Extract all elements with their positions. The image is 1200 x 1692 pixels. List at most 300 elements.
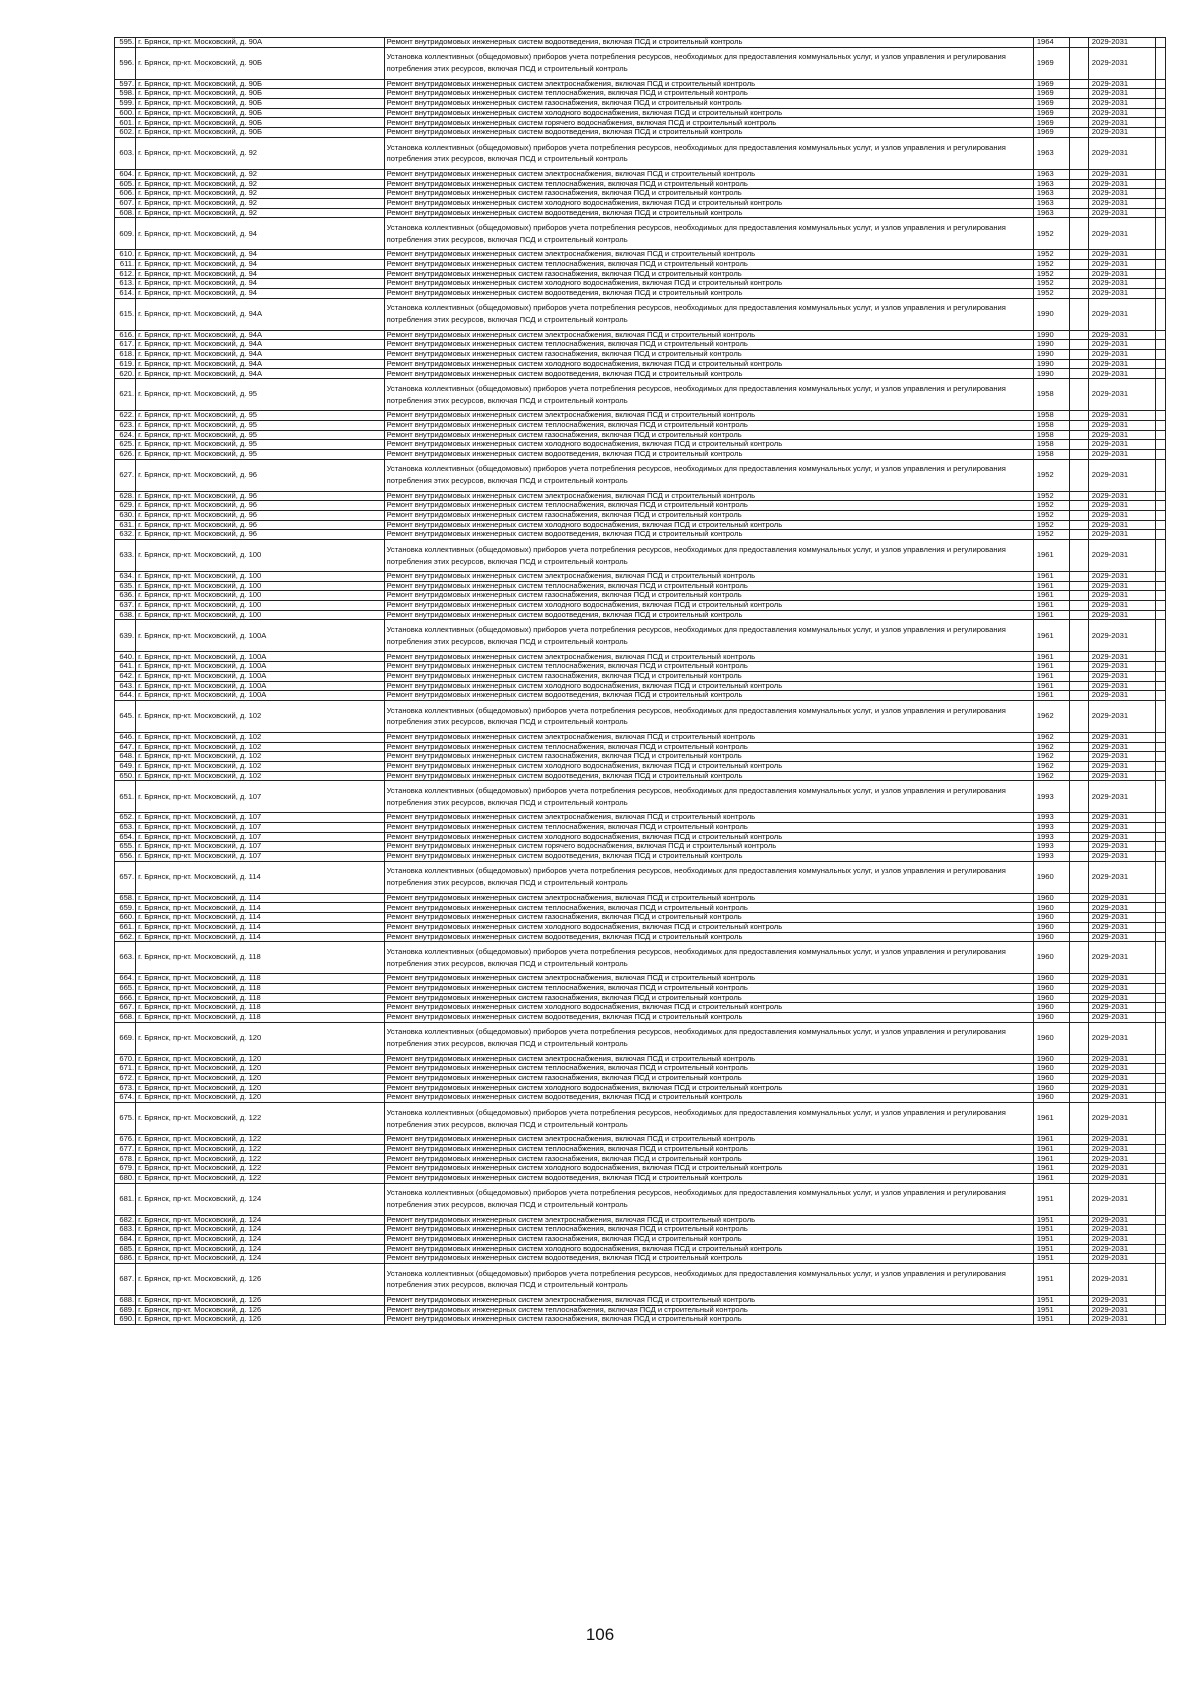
row-address: г. Брянск, пр-кт. Московский, д. 90Б	[136, 47, 384, 79]
row-year: 1952	[1033, 250, 1069, 260]
row-period: 2029-2031	[1088, 1144, 1156, 1154]
row-year: 1951	[1033, 1254, 1069, 1264]
row-edge-cell	[1156, 99, 1166, 109]
row-period: 2029-2031	[1088, 510, 1156, 520]
row-year: 1962	[1033, 742, 1069, 752]
row-number: 601.	[115, 118, 136, 128]
row-empty-cell	[1069, 298, 1088, 330]
row-year: 1960	[1033, 903, 1069, 913]
row-work-type: Установка коллективных (общедомовых) приборов учета потребления ресурсов, необходимых для предоставления коммунальных услуг, и узлов управления и регулирования потребления этих ресурсов, включая ПСД и строительный контроль	[384, 1183, 1033, 1215]
row-work-type: Установка коллективных (общедомовых) приборов учета потребления ресурсов, необходимых для предоставления коммунальных услуг, и узлов управления и регулирования потребления этих ресурсов, включая ПСД и строительный контроль	[384, 218, 1033, 250]
row-number: 679.	[115, 1164, 136, 1174]
row-work-type: Ремонт внутридомовых инженерных систем газоснабжения, включая ПСД и строительный контроль	[384, 430, 1033, 440]
row-empty-cell	[1069, 208, 1088, 218]
row-work-type: Ремонт внутридомовых инженерных систем теплоснабжения, включая ПСД и строительный контроль	[384, 179, 1033, 189]
table-row	[115, 128, 1166, 138]
row-period: 2029-2031	[1088, 330, 1156, 340]
row-work-type: Ремонт внутридомовых инженерных систем теплоснабжения, включая ПСД и строительный контроль	[384, 89, 1033, 99]
row-work-type: Ремонт внутридомовых инженерных систем холодного водоснабжения, включая ПСД и строительный контроль	[384, 1244, 1033, 1254]
row-work-type: Ремонт внутридомовых инженерных систем теплоснабжения, включая ПСД и строительный контроль	[384, 1064, 1033, 1074]
row-number: 660.	[115, 913, 136, 923]
row-work-type: Установка коллективных (общедомовых) приборов учета потребления ресурсов, необходимых для предоставления коммунальных услуг, и узлов управления и регулирования потребления этих ресурсов, включая ПСД и строительный контроль	[384, 137, 1033, 169]
row-work-type: Ремонт внутридомовых инженерных систем газоснабжения, включая ПСД и строительный контроль	[384, 752, 1033, 762]
row-period: 2029-2031	[1088, 1173, 1156, 1183]
row-work-type: Ремонт внутридомовых инженерных систем теплоснабжения, включая ПСД и строительный контроль	[384, 501, 1033, 511]
row-work-type: Ремонт внутридомовых инженерных систем холодного водоснабжения, включая ПСД и строительный контроль	[384, 1003, 1033, 1013]
table-row	[115, 169, 1166, 179]
row-year: 1951	[1033, 1315, 1069, 1325]
table-row	[115, 79, 1166, 89]
row-year: 1960	[1033, 1003, 1069, 1013]
row-address: г. Брянск, пр-кт. Московский, д. 126	[136, 1295, 384, 1305]
row-edge-cell	[1156, 1074, 1166, 1084]
row-empty-cell	[1069, 99, 1088, 109]
row-period: 2029-2031	[1088, 893, 1156, 903]
row-year: 1963	[1033, 198, 1069, 208]
row-address: г. Брянск, пр-кт. Московский, д. 118	[136, 1003, 384, 1013]
row-period: 2029-2031	[1088, 1164, 1156, 1174]
row-edge-cell	[1156, 420, 1166, 430]
row-work-type: Ремонт внутридомовых инженерных систем водоотведения, включая ПСД и строительный контроль	[384, 852, 1033, 862]
row-number: 621.	[115, 379, 136, 411]
row-address: г. Брянск, пр-кт. Московский, д. 94	[136, 259, 384, 269]
row-empty-cell	[1069, 1225, 1088, 1235]
row-period: 2029-2031	[1088, 671, 1156, 681]
row-year: 1963	[1033, 179, 1069, 189]
row-work-type: Установка коллективных (общедомовых) приборов учета потребления ресурсов, необходимых для предоставления коммунальных услуг, и узлов управления и регулирования потребления этих ресурсов, включая ПСД и строительный контроль	[384, 620, 1033, 652]
row-empty-cell	[1069, 491, 1088, 501]
row-address: г. Брянск, пр-кт. Московский, д. 100	[136, 610, 384, 620]
row-address: г. Брянск, пр-кт. Московский, д. 95	[136, 449, 384, 459]
row-period: 2029-2031	[1088, 1003, 1156, 1013]
row-empty-cell	[1069, 1064, 1088, 1074]
row-address: г. Брянск, пр-кт. Московский, д. 94А	[136, 350, 384, 360]
row-period: 2029-2031	[1088, 369, 1156, 379]
row-period: 2029-2031	[1088, 852, 1156, 862]
row-address: г. Брянск, пр-кт. Московский, д. 107	[136, 781, 384, 813]
row-work-type: Ремонт внутридомовых инженерных систем водоотведения, включая ПСД и строительный контроль	[384, 1173, 1033, 1183]
row-edge-cell	[1156, 581, 1166, 591]
row-period: 2029-2031	[1088, 832, 1156, 842]
row-number: 650.	[115, 771, 136, 781]
table-row	[115, 1183, 1166, 1215]
row-period: 2029-2031	[1088, 823, 1156, 833]
row-address: г. Брянск, пр-кт. Московский, д. 107	[136, 842, 384, 852]
row-year: 1951	[1033, 1215, 1069, 1225]
table-row	[115, 1225, 1166, 1235]
row-address: г. Брянск, пр-кт. Московский, д. 96	[136, 459, 384, 491]
row-year: 1952	[1033, 259, 1069, 269]
table-row	[115, 449, 1166, 459]
row-empty-cell	[1069, 118, 1088, 128]
row-period: 2029-2031	[1088, 520, 1156, 530]
row-edge-cell	[1156, 250, 1166, 260]
table-row	[115, 89, 1166, 99]
row-edge-cell	[1156, 340, 1166, 350]
row-work-type: Установка коллективных (общедомовых) приборов учета потребления ресурсов, необходимых для предоставления коммунальных услуг, и узлов управления и регулирования потребления этих ресурсов, включая ПСД и строительный контроль	[384, 942, 1033, 974]
row-number: 632.	[115, 530, 136, 540]
row-work-type: Ремонт внутридомовых инженерных систем холодного водоснабжения, включая ПСД и строительный контроль	[384, 601, 1033, 611]
row-edge-cell	[1156, 279, 1166, 289]
row-empty-cell	[1069, 752, 1088, 762]
row-empty-cell	[1069, 983, 1088, 993]
row-edge-cell	[1156, 350, 1166, 360]
row-period: 2029-2031	[1088, 1022, 1156, 1054]
row-address: г. Брянск, пр-кт. Московский, д. 120	[136, 1093, 384, 1103]
row-address: г. Брянск, пр-кт. Московский, д. 96	[136, 520, 384, 530]
row-empty-cell	[1069, 781, 1088, 813]
row-work-type: Ремонт внутридомовых инженерных систем газоснабжения, включая ПСД и строительный контроль	[384, 1154, 1033, 1164]
row-period: 2029-2031	[1088, 411, 1156, 421]
table-row	[115, 198, 1166, 208]
row-address: г. Брянск, пр-кт. Московский, д. 94А	[136, 359, 384, 369]
row-edge-cell	[1156, 610, 1166, 620]
row-work-type: Ремонт внутридомовых инженерных систем электроснабжения, включая ПСД и строительный контроль	[384, 652, 1033, 662]
row-empty-cell	[1069, 1254, 1088, 1264]
row-year: 1960	[1033, 922, 1069, 932]
row-number: 612.	[115, 269, 136, 279]
row-work-type: Ремонт внутридомовых инженерных систем газоснабжения, включая ПСД и строительный контроль	[384, 99, 1033, 109]
row-number: 626.	[115, 449, 136, 459]
row-work-type: Ремонт внутридомовых инженерных систем газоснабжения, включая ПСД и строительный контроль	[384, 591, 1033, 601]
row-address: г. Брянск, пр-кт. Московский, д. 96	[136, 530, 384, 540]
row-address: г. Брянск, пр-кт. Московский, д. 102	[136, 700, 384, 732]
row-empty-cell	[1069, 520, 1088, 530]
row-period: 2029-2031	[1088, 359, 1156, 369]
row-number: 599.	[115, 99, 136, 109]
row-number: 655.	[115, 842, 136, 852]
row-year: 1962	[1033, 771, 1069, 781]
row-empty-cell	[1069, 1263, 1088, 1295]
row-period: 2029-2031	[1088, 1215, 1156, 1225]
row-address: г. Брянск, пр-кт. Московский, д. 124	[136, 1183, 384, 1215]
row-work-type: Ремонт внутридомовых инженерных систем водоотведения, включая ПСД и строительный контроль	[384, 932, 1033, 942]
row-address: г. Брянск, пр-кт. Московский, д. 94	[136, 279, 384, 289]
row-edge-cell	[1156, 781, 1166, 813]
row-period: 2029-2031	[1088, 993, 1156, 1003]
row-period: 2029-2031	[1088, 269, 1156, 279]
row-address: г. Брянск, пр-кт. Московский, д. 94А	[136, 340, 384, 350]
row-work-type: Установка коллективных (общедомовых) приборов учета потребления ресурсов, необходимых для предоставления коммунальных услуг, и узлов управления и регулирования потребления этих ресурсов, включая ПСД и строительный контроль	[384, 459, 1033, 491]
row-period: 2029-2031	[1088, 974, 1156, 984]
row-address: г. Брянск, пр-кт. Московский, д. 124	[136, 1215, 384, 1225]
row-year: 1952	[1033, 279, 1069, 289]
table-row	[115, 771, 1166, 781]
row-period: 2029-2031	[1088, 1154, 1156, 1164]
row-address: г. Брянск, пр-кт. Московский, д. 95	[136, 379, 384, 411]
table-row	[115, 1144, 1166, 1154]
row-year: 1952	[1033, 269, 1069, 279]
row-number: 665.	[115, 983, 136, 993]
row-year: 1969	[1033, 79, 1069, 89]
row-number: 604.	[115, 169, 136, 179]
row-address: г. Брянск, пр-кт. Московский, д. 100А	[136, 681, 384, 691]
row-period: 2029-2031	[1088, 942, 1156, 974]
row-period: 2029-2031	[1088, 89, 1156, 99]
row-number: 619.	[115, 359, 136, 369]
row-edge-cell	[1156, 1135, 1166, 1145]
row-empty-cell	[1069, 1315, 1088, 1325]
row-address: г. Брянск, пр-кт. Московский, д. 100А	[136, 691, 384, 701]
row-empty-cell	[1069, 732, 1088, 742]
row-empty-cell	[1069, 681, 1088, 691]
table-row	[115, 572, 1166, 582]
row-work-type: Ремонт внутридомовых инженерных систем электроснабжения, включая ПСД и строительный контроль	[384, 572, 1033, 582]
row-period: 2029-2031	[1088, 1135, 1156, 1145]
table-row	[115, 501, 1166, 511]
row-number: 610.	[115, 250, 136, 260]
table-row	[115, 250, 1166, 260]
row-edge-cell	[1156, 671, 1166, 681]
row-address: г. Брянск, пр-кт. Московский, д. 100А	[136, 662, 384, 672]
row-period: 2029-2031	[1088, 501, 1156, 511]
row-edge-cell	[1156, 118, 1166, 128]
row-empty-cell	[1069, 379, 1088, 411]
row-edge-cell	[1156, 89, 1166, 99]
row-empty-cell	[1069, 1003, 1088, 1013]
row-work-type: Ремонт внутридомовых инженерных систем холодного водоснабжения, включая ПСД и строительный контроль	[384, 198, 1033, 208]
table-row	[115, 359, 1166, 369]
table-row	[115, 671, 1166, 681]
works-table-body	[115, 38, 1166, 1325]
row-empty-cell	[1069, 420, 1088, 430]
row-work-type: Ремонт внутридомовых инженерных систем холодного водоснабжения, включая ПСД и строительный контроль	[384, 1083, 1033, 1093]
row-empty-cell	[1069, 1244, 1088, 1254]
row-address: г. Брянск, пр-кт. Московский, д. 100	[136, 581, 384, 591]
row-number: 598.	[115, 89, 136, 99]
row-work-type: Ремонт внутридомовых инженерных систем теплоснабжения, включая ПСД и строительный контроль	[384, 259, 1033, 269]
row-address: г. Брянск, пр-кт. Московский, д. 124	[136, 1254, 384, 1264]
table-row	[115, 1135, 1166, 1145]
row-empty-cell	[1069, 974, 1088, 984]
row-work-type: Ремонт внутридомовых инженерных систем холодного водоснабжения, включая ПСД и строительный контроль	[384, 761, 1033, 771]
row-edge-cell	[1156, 922, 1166, 932]
row-year: 1961	[1033, 572, 1069, 582]
row-work-type: Ремонт внутридомовых инженерных систем горячего водоснабжения, включая ПСД и строительный контроль	[384, 842, 1033, 852]
row-year: 1960	[1033, 1064, 1069, 1074]
row-address: г. Брянск, пр-кт. Московский, д. 90Б	[136, 99, 384, 109]
row-year: 1990	[1033, 350, 1069, 360]
row-address: г. Брянск, пр-кт. Московский, д. 114	[136, 893, 384, 903]
row-year: 1952	[1033, 218, 1069, 250]
row-work-type: Установка коллективных (общедомовых) приборов учета потребления ресурсов, необходимых для предоставления коммунальных услуг, и узлов управления и регулирования потребления этих ресурсов, включая ПСД и строительный контроль	[384, 700, 1033, 732]
row-work-type: Установка коллективных (общедомовых) приборов учета потребления ресурсов, необходимых для предоставления коммунальных услуг, и узлов управления и регулирования потребления этих ресурсов, включая ПСД и строительный контроль	[384, 1263, 1033, 1295]
row-work-type: Ремонт внутридомовых инженерных систем электроснабжения, включая ПСД и строительный контроль	[384, 79, 1033, 89]
row-edge-cell	[1156, 1234, 1166, 1244]
row-address: г. Брянск, пр-кт. Московский, д. 95	[136, 440, 384, 450]
row-work-type: Ремонт внутридомовых инженерных систем теплоснабжения, включая ПСД и строительный контроль	[384, 420, 1033, 430]
row-work-type: Ремонт внутридомовых инженерных систем электроснабжения, включая ПСД и строительный контроль	[384, 330, 1033, 340]
row-year: 1951	[1033, 1225, 1069, 1235]
row-year: 1961	[1033, 540, 1069, 572]
row-period: 2029-2031	[1088, 932, 1156, 942]
row-work-type: Ремонт внутридомовых инженерных систем газоснабжения, включая ПСД и строительный контроль	[384, 1074, 1033, 1084]
row-address: г. Брянск, пр-кт. Московский, д. 120	[136, 1083, 384, 1093]
row-address: г. Брянск, пр-кт. Московский, д. 114	[136, 922, 384, 932]
table-row	[115, 662, 1166, 672]
table-row	[115, 298, 1166, 330]
row-empty-cell	[1069, 652, 1088, 662]
row-empty-cell	[1069, 671, 1088, 681]
row-edge-cell	[1156, 189, 1166, 199]
row-empty-cell	[1069, 179, 1088, 189]
row-work-type: Ремонт внутридомовых инженерных систем холодного водоснабжения, включая ПСД и строительный контроль	[384, 832, 1033, 842]
row-address: г. Брянск, пр-кт. Московский, д. 124	[136, 1244, 384, 1254]
row-period: 2029-2031	[1088, 1305, 1156, 1315]
row-edge-cell	[1156, 691, 1166, 701]
row-number: 689.	[115, 1305, 136, 1315]
row-address: г. Брянск, пр-кт. Московский, д. 126	[136, 1315, 384, 1325]
row-work-type: Ремонт внутридомовых инженерных систем теплоснабжения, включая ПСД и строительный контроль	[384, 983, 1033, 993]
row-work-type: Установка коллективных (общедомовых) приборов учета потребления ресурсов, необходимых для предоставления коммунальных услуг, и узлов управления и регулирования потребления этих ресурсов, включая ПСД и строительный контроль	[384, 781, 1033, 813]
table-row	[115, 430, 1166, 440]
row-period: 2029-2031	[1088, 662, 1156, 672]
row-empty-cell	[1069, 1074, 1088, 1084]
row-empty-cell	[1069, 591, 1088, 601]
row-edge-cell	[1156, 700, 1166, 732]
row-empty-cell	[1069, 832, 1088, 842]
row-year: 1993	[1033, 781, 1069, 813]
row-work-type: Ремонт внутридомовых инженерных систем газоснабжения, включая ПСД и строительный контроль	[384, 671, 1033, 681]
table-row	[115, 189, 1166, 199]
row-number: 663.	[115, 942, 136, 974]
table-row	[115, 1003, 1166, 1013]
row-edge-cell	[1156, 359, 1166, 369]
row-period: 2029-2031	[1088, 208, 1156, 218]
row-number: 661.	[115, 922, 136, 932]
row-period: 2029-2031	[1088, 1244, 1156, 1254]
row-period: 2029-2031	[1088, 781, 1156, 813]
table-row	[115, 742, 1166, 752]
row-number: 652.	[115, 813, 136, 823]
row-year: 1960	[1033, 1074, 1069, 1084]
row-year: 1952	[1033, 491, 1069, 501]
row-year: 1952	[1033, 530, 1069, 540]
row-period: 2029-2031	[1088, 169, 1156, 179]
row-number: 669.	[115, 1022, 136, 1054]
table-row	[115, 1295, 1166, 1305]
row-address: г. Брянск, пр-кт. Московский, д. 118	[136, 993, 384, 1003]
row-edge-cell	[1156, 842, 1166, 852]
row-period: 2029-2031	[1088, 459, 1156, 491]
row-empty-cell	[1069, 411, 1088, 421]
table-row	[115, 259, 1166, 269]
row-address: г. Брянск, пр-кт. Московский, д. 96	[136, 501, 384, 511]
row-number: 607.	[115, 198, 136, 208]
row-empty-cell	[1069, 1135, 1088, 1145]
row-period: 2029-2031	[1088, 761, 1156, 771]
row-edge-cell	[1156, 832, 1166, 842]
row-edge-cell	[1156, 1164, 1166, 1174]
row-address: г. Брянск, пр-кт. Московский, д. 118	[136, 974, 384, 984]
row-address: г. Брянск, пр-кт. Московский, д. 96	[136, 510, 384, 520]
row-year: 1961	[1033, 1144, 1069, 1154]
row-edge-cell	[1156, 1305, 1166, 1315]
row-empty-cell	[1069, 1054, 1088, 1064]
row-number: 651.	[115, 781, 136, 813]
page-number: 106	[585, 1625, 615, 1644]
row-number: 620.	[115, 369, 136, 379]
row-address: г. Брянск, пр-кт. Московский, д. 94	[136, 269, 384, 279]
table-row	[115, 208, 1166, 218]
row-period: 2029-2031	[1088, 732, 1156, 742]
row-address: г. Брянск, пр-кт. Московский, д. 107	[136, 832, 384, 842]
row-period: 2029-2031	[1088, 591, 1156, 601]
table-row	[115, 942, 1166, 974]
row-number: 673.	[115, 1083, 136, 1093]
row-period: 2029-2031	[1088, 813, 1156, 823]
row-edge-cell	[1156, 108, 1166, 118]
row-address: г. Брянск, пр-кт. Московский, д. 94	[136, 289, 384, 299]
row-year: 1961	[1033, 662, 1069, 672]
table-row	[115, 491, 1166, 501]
row-period: 2029-2031	[1088, 128, 1156, 138]
row-period: 2029-2031	[1088, 108, 1156, 118]
row-address: г. Брянск, пр-кт. Московский, д. 118	[136, 942, 384, 974]
row-work-type: Ремонт внутридомовых инженерных систем электроснабжения, включая ПСД и строительный контроль	[384, 974, 1033, 984]
row-number: 676.	[115, 1135, 136, 1145]
row-edge-cell	[1156, 983, 1166, 993]
row-work-type: Ремонт внутридомовых инженерных систем теплоснабжения, включая ПСД и строительный контроль	[384, 742, 1033, 752]
row-period: 2029-2031	[1088, 742, 1156, 752]
row-edge-cell	[1156, 1103, 1166, 1135]
row-edge-cell	[1156, 218, 1166, 250]
row-address: г. Брянск, пр-кт. Московский, д. 100А	[136, 652, 384, 662]
row-empty-cell	[1069, 610, 1088, 620]
row-edge-cell	[1156, 903, 1166, 913]
row-empty-cell	[1069, 128, 1088, 138]
row-work-type: Ремонт внутридомовых инженерных систем электроснабжения, включая ПСД и строительный контроль	[384, 491, 1033, 501]
table-row	[115, 700, 1166, 732]
row-period: 2029-2031	[1088, 691, 1156, 701]
row-number: 690.	[115, 1315, 136, 1325]
row-period: 2029-2031	[1088, 620, 1156, 652]
row-address: г. Брянск, пр-кт. Московский, д. 107	[136, 813, 384, 823]
row-period: 2029-2031	[1088, 350, 1156, 360]
row-period: 2029-2031	[1088, 420, 1156, 430]
row-address: г. Брянск, пр-кт. Московский, д. 92	[136, 169, 384, 179]
row-period: 2029-2031	[1088, 540, 1156, 572]
row-year: 1952	[1033, 501, 1069, 511]
row-number: 613.	[115, 279, 136, 289]
table-row	[115, 652, 1166, 662]
row-number: 627.	[115, 459, 136, 491]
row-work-type: Ремонт внутридомовых инженерных систем водоотведения, включая ПСД и строительный контроль	[384, 1254, 1033, 1264]
row-work-type: Ремонт внутридомовых инженерных систем холодного водоснабжения, включая ПСД и строительный контроль	[384, 1164, 1033, 1174]
row-edge-cell	[1156, 198, 1166, 208]
row-work-type: Ремонт внутридомовых инженерных систем газоснабжения, включая ПСД и строительный контроль	[384, 510, 1033, 520]
row-period: 2029-2031	[1088, 1263, 1156, 1295]
row-period: 2029-2031	[1088, 449, 1156, 459]
table-row	[115, 411, 1166, 421]
row-work-type: Ремонт внутридомовых инженерных систем холодного водоснабжения, включая ПСД и строительный контроль	[384, 681, 1033, 691]
table-row	[115, 330, 1166, 340]
row-empty-cell	[1069, 459, 1088, 491]
row-edge-cell	[1156, 520, 1166, 530]
row-year: 1993	[1033, 842, 1069, 852]
row-work-type: Ремонт внутридомовых инженерных систем газоснабжения, включая ПСД и строительный контроль	[384, 913, 1033, 923]
row-empty-cell	[1069, 842, 1088, 852]
row-number: 662.	[115, 932, 136, 942]
row-year: 1969	[1033, 118, 1069, 128]
row-work-type: Ремонт внутридомовых инженерных систем газоснабжения, включая ПСД и строительный контроль	[384, 269, 1033, 279]
row-address: г. Брянск, пр-кт. Московский, д. 107	[136, 852, 384, 862]
row-empty-cell	[1069, 893, 1088, 903]
row-address: г. Брянск, пр-кт. Московский, д. 100А	[136, 620, 384, 652]
row-number: 628.	[115, 491, 136, 501]
row-empty-cell	[1069, 1154, 1088, 1164]
row-work-type: Ремонт внутридомовых инженерных систем газоснабжения, включая ПСД и строительный контроль	[384, 189, 1033, 199]
